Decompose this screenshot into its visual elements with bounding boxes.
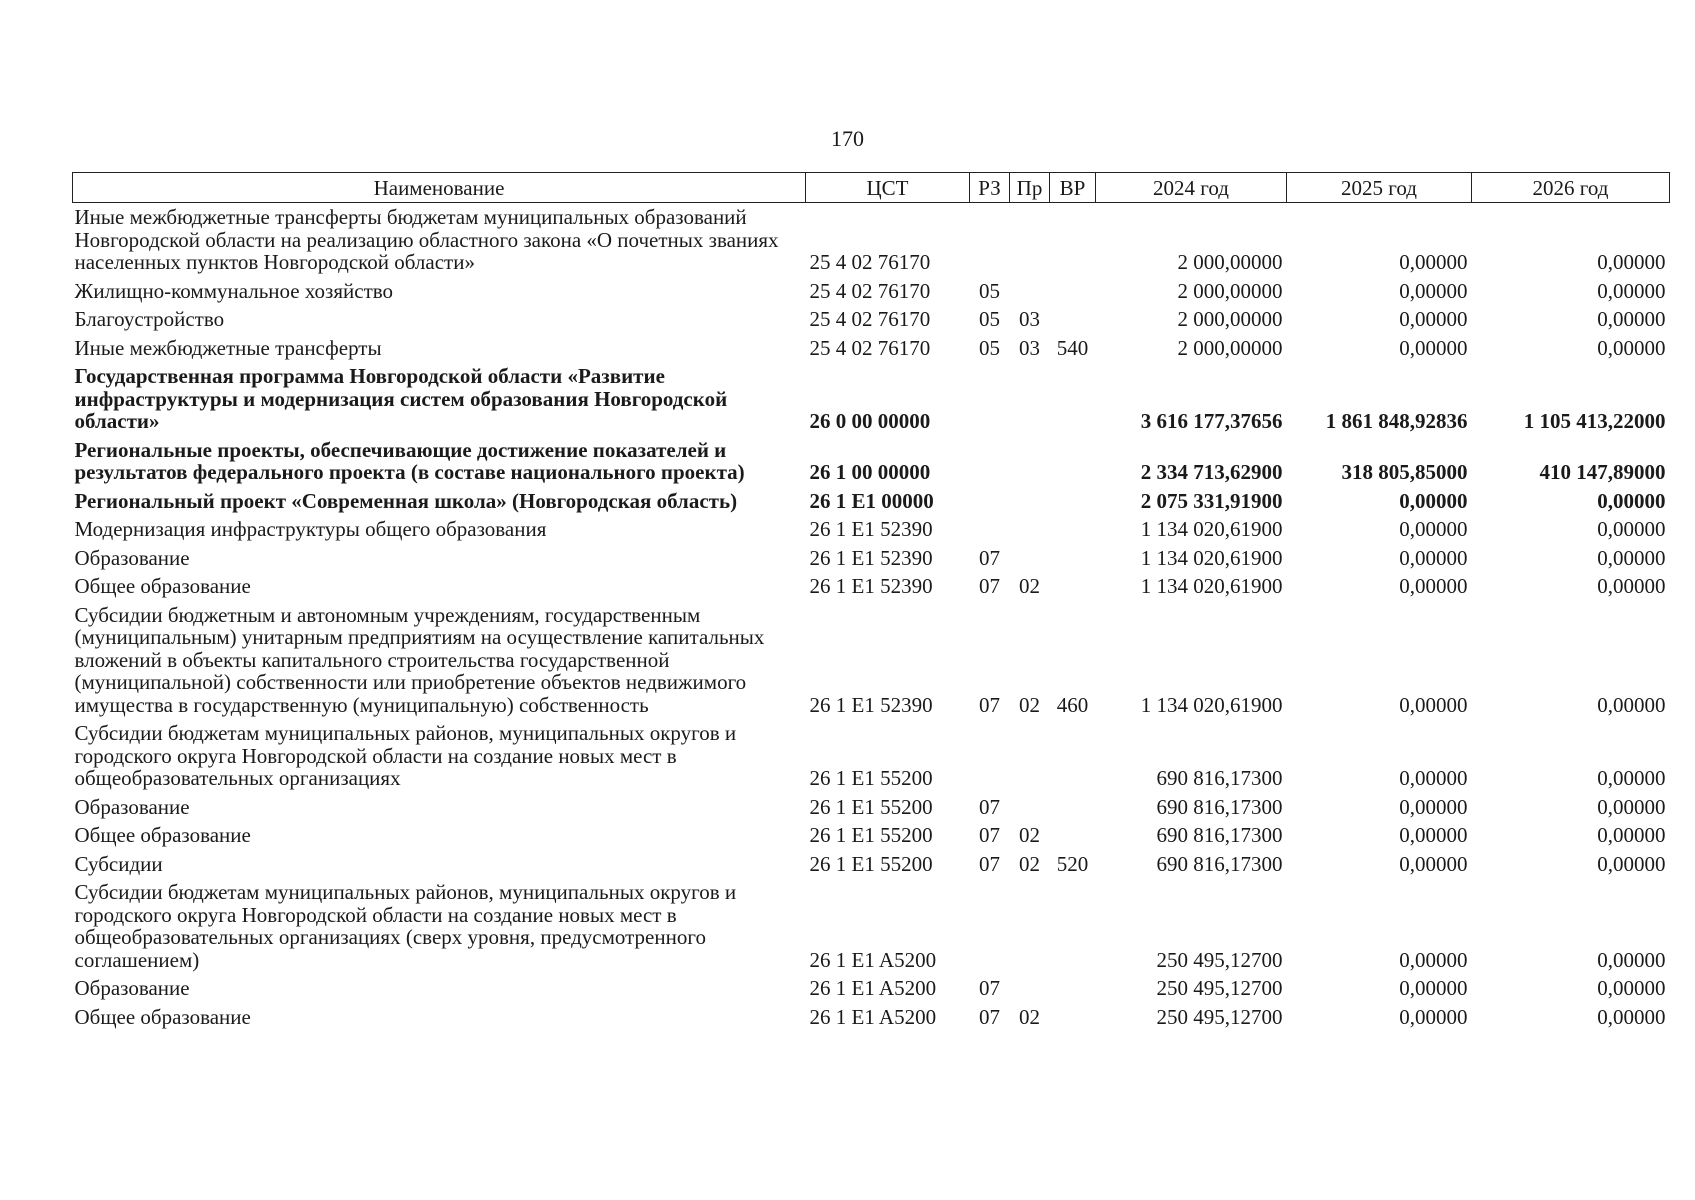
row-name: Субсидии бюджетам муниципальных районов, муниципальных округов и городского округа Новгородской области на создание новых мест в общеобразовательных организациях xyxy=(74,721,737,790)
row-2026: 0,00000 xyxy=(1597,766,1666,790)
row-cst: 26 1 E1 A5200 xyxy=(809,976,937,1000)
row-vr: 540 xyxy=(1056,335,1089,360)
table-header xyxy=(73,173,1670,203)
row-2025: 0,00000 xyxy=(1399,545,1468,570)
row-rz: 07 xyxy=(979,545,1000,570)
row-2025: 0,00000 xyxy=(1399,574,1468,598)
row-rz xyxy=(970,362,1010,436)
table-row xyxy=(73,1003,1670,1032)
row-cst: 26 1 E1 55200 xyxy=(809,823,933,847)
row-name: Образование xyxy=(74,794,190,819)
row-2026: 1 105 413,22000 xyxy=(1523,409,1666,433)
header-pr: Пр xyxy=(1010,173,1050,203)
row-vr xyxy=(1050,1003,1096,1032)
row-vr xyxy=(1050,487,1096,516)
row-rz: 07 xyxy=(979,794,1000,819)
row-pr xyxy=(1010,487,1050,516)
row-cst: 25 4 02 76170 xyxy=(809,307,931,331)
row-pr: 02 xyxy=(1019,851,1040,876)
row-2025: 0,00000 xyxy=(1399,692,1468,717)
row-name: Образование xyxy=(74,545,190,570)
row-2025: 0,00000 xyxy=(1399,794,1468,819)
row-rz xyxy=(970,487,1010,516)
row-vr xyxy=(1050,719,1096,793)
row-2026: 0,00000 xyxy=(1597,278,1666,303)
row-2025: 0,00000 xyxy=(1399,1004,1468,1029)
row-2025: 0,00000 xyxy=(1399,823,1468,847)
row-cst: 26 1 E1 52390 xyxy=(809,692,933,717)
row-vr xyxy=(1050,572,1096,601)
row-2026: 0,00000 xyxy=(1597,488,1666,513)
row-rz xyxy=(970,719,1010,793)
row-2026: 0,00000 xyxy=(1597,545,1666,570)
row-2024: 1 134 020,61900 xyxy=(1140,692,1283,717)
row-2024: 690 816,17300 xyxy=(1156,823,1283,847)
row-rz: 05 xyxy=(979,307,1000,331)
row-pr: 02 xyxy=(1019,574,1040,598)
row-2024: 2 000,00000 xyxy=(1177,335,1283,360)
row-name: Общее образование xyxy=(74,823,251,847)
row-2025: 0,00000 xyxy=(1399,488,1468,513)
row-2025: 0,00000 xyxy=(1399,278,1468,303)
table-row xyxy=(73,572,1670,601)
row-name: Жилищно-коммунальное хозяйство xyxy=(74,278,394,303)
row-2025: 0,00000 xyxy=(1399,947,1468,972)
row-2024: 2 075 331,91900 xyxy=(1140,488,1283,513)
row-cst: 26 1 E1 52390 xyxy=(809,545,933,570)
row-2026: 0,00000 xyxy=(1597,307,1666,331)
row-vr xyxy=(1050,203,1096,277)
header-vr: ВР xyxy=(1050,173,1096,203)
row-cst: 26 1 E1 55200 xyxy=(809,794,933,819)
row-vr xyxy=(1050,305,1096,334)
row-cst: 26 1 E1 00000 xyxy=(809,488,934,513)
row-name: Иные межбюджетные трансферты xyxy=(74,335,382,360)
row-2024: 1 134 020,61900 xyxy=(1140,517,1283,541)
table-row xyxy=(73,487,1670,516)
table-row xyxy=(73,821,1670,850)
row-vr xyxy=(1050,793,1096,822)
row-cst: 26 1 E1 A5200 xyxy=(809,947,937,972)
row-pr xyxy=(1010,878,1050,974)
row-pr: 02 xyxy=(1019,1004,1040,1029)
row-2024: 250 495,12700 xyxy=(1156,1004,1283,1029)
table-row xyxy=(73,793,1670,822)
row-rz: 07 xyxy=(979,692,1000,717)
row-cst: 26 1 E1 55200 xyxy=(809,851,933,876)
row-2024: 2 000,00000 xyxy=(1177,250,1283,274)
row-vr xyxy=(1050,878,1096,974)
row-name: Общее образование xyxy=(74,574,251,598)
row-2025: 0,00000 xyxy=(1399,335,1468,360)
row-2024: 2 334 713,62900 xyxy=(1140,460,1283,484)
row-name: Иные межбюджетные трансферты бюджетам муниципальных образований Новгородской области на реализацию областного закона «О почетных званиях населенных пунктов Новгородской области» xyxy=(74,205,779,274)
row-2024: 2 000,00000 xyxy=(1177,307,1283,331)
row-rz: 07 xyxy=(979,851,1000,876)
row-2025: 318 805,85000 xyxy=(1341,460,1468,484)
table-row xyxy=(73,878,1670,974)
row-vr xyxy=(1050,974,1096,1003)
table-row xyxy=(73,203,1670,277)
row-rz xyxy=(970,878,1010,974)
budget-table xyxy=(72,172,1670,1031)
row-2025: 0,00000 xyxy=(1399,307,1468,331)
page-number: 170 xyxy=(831,126,864,151)
row-pr xyxy=(1010,436,1050,487)
row-2025: 0,00000 xyxy=(1399,766,1468,790)
row-pr xyxy=(1010,362,1050,436)
row-rz xyxy=(970,436,1010,487)
row-2026: 0,00000 xyxy=(1597,692,1666,717)
row-2026: 0,00000 xyxy=(1597,851,1666,876)
row-vr xyxy=(1050,544,1096,573)
header-2024: 2024 год xyxy=(1096,173,1287,203)
row-pr xyxy=(1010,544,1050,573)
row-vr: 460 xyxy=(1056,692,1089,717)
header-2025: 2025 год xyxy=(1287,173,1472,203)
table-row xyxy=(73,544,1670,573)
row-pr xyxy=(1010,793,1050,822)
row-name: Модернизация инфраструктуры общего образования xyxy=(74,517,547,541)
row-name: Благоустройство xyxy=(74,307,225,331)
row-vr xyxy=(1050,277,1096,306)
row-cst: 26 1 E1 52390 xyxy=(809,517,933,541)
row-cst: 26 1 E1 52390 xyxy=(809,574,933,598)
table-row xyxy=(73,850,1670,879)
row-rz: 07 xyxy=(979,1004,1000,1029)
row-2024: 250 495,12700 xyxy=(1156,947,1283,972)
table-row xyxy=(73,974,1670,1003)
row-pr xyxy=(1010,974,1050,1003)
row-cst: 26 1 E1 A5200 xyxy=(809,1004,937,1029)
row-2024: 690 816,17300 xyxy=(1156,794,1283,819)
row-vr xyxy=(1050,515,1096,544)
row-2026: 0,00000 xyxy=(1597,823,1666,847)
table-row xyxy=(73,362,1670,436)
row-pr xyxy=(1010,203,1050,277)
table-body xyxy=(73,203,1670,1032)
row-pr xyxy=(1010,719,1050,793)
row-2024: 3 616 177,37656 xyxy=(1140,409,1283,433)
row-pr: 02 xyxy=(1019,823,1040,847)
row-pr: 03 xyxy=(1019,335,1040,360)
row-rz: 07 xyxy=(979,574,1000,598)
row-cst: 26 0 00 00000 xyxy=(809,409,931,433)
table-row xyxy=(73,601,1670,720)
row-rz: 05 xyxy=(979,335,1000,360)
row-2025: 0,00000 xyxy=(1399,250,1468,274)
row-pr: 02 xyxy=(1019,692,1040,717)
row-2024: 690 816,17300 xyxy=(1156,851,1283,876)
row-vr xyxy=(1050,821,1096,850)
row-rz: 05 xyxy=(979,278,1000,303)
header-name: Наименование xyxy=(73,173,806,203)
row-name: Государственная программа Новгородской области «Развитие инфраструктуры и модернизация систем образования Новгородской области» xyxy=(74,364,728,433)
row-2025: 0,00000 xyxy=(1399,517,1468,541)
row-2024: 2 000,00000 xyxy=(1177,278,1283,303)
row-rz xyxy=(970,203,1010,277)
table-row xyxy=(73,334,1670,363)
header-cst: ЦСТ xyxy=(806,173,970,203)
row-2026: 0,00000 xyxy=(1597,517,1666,541)
table-row xyxy=(73,436,1670,487)
row-2024: 1 134 020,61900 xyxy=(1140,574,1283,598)
table-row xyxy=(73,719,1670,793)
row-rz: 07 xyxy=(979,976,1000,1000)
row-rz xyxy=(970,515,1010,544)
row-2025: 0,00000 xyxy=(1399,851,1468,876)
row-2026: 0,00000 xyxy=(1597,976,1666,1000)
row-pr xyxy=(1010,515,1050,544)
row-vr xyxy=(1050,436,1096,487)
row-2026: 0,00000 xyxy=(1597,1004,1666,1029)
row-name: Субсидии бюджетным и автономным учреждениям, государственным (муниципальным) унитарным предприятиям на осуществление капитальных вложений в объекты капитального строительства государственной (муниципальной) собственности или приобретение объектов недвижимого имущества в государственную (муниципальную) собственность xyxy=(74,602,765,717)
row-vr: 520 xyxy=(1056,851,1089,876)
row-2026: 0,00000 xyxy=(1597,574,1666,598)
row-pr xyxy=(1010,277,1050,306)
table-row xyxy=(73,277,1670,306)
table-row xyxy=(73,305,1670,334)
row-2024: 690 816,17300 xyxy=(1156,766,1283,790)
row-2025: 0,00000 xyxy=(1399,976,1468,1000)
row-2026: 410 147,89000 xyxy=(1539,460,1666,484)
row-2026: 0,00000 xyxy=(1597,794,1666,819)
row-cst: 26 1 00 00000 xyxy=(809,460,931,484)
row-2024: 250 495,12700 xyxy=(1156,976,1283,1000)
header-2026: 2026 год xyxy=(1472,173,1670,203)
row-2026: 0,00000 xyxy=(1597,335,1666,360)
row-cst: 26 1 E1 55200 xyxy=(809,766,933,790)
header-rz: РЗ xyxy=(970,173,1010,203)
row-cst: 25 4 02 76170 xyxy=(809,335,931,360)
row-cst: 25 4 02 76170 xyxy=(809,250,931,274)
row-2025: 1 861 848,92836 xyxy=(1325,409,1468,433)
row-name: Общее образование xyxy=(74,1004,251,1029)
row-name: Региональные проекты, обеспечивающие достижение показателей и результатов федерального проекта (в составе национального проекта) xyxy=(74,437,745,484)
row-2026: 0,00000 xyxy=(1597,947,1666,972)
row-name: Субсидии xyxy=(74,851,163,876)
row-name: Региональный проект «Современная школа» (Новгородская область) xyxy=(74,488,738,513)
row-name: Субсидии бюджетам муниципальных районов, муниципальных округов и городского округа Новгородской области на создание новых мест в общеобразовательных организациях (сверх уровня, предусмотренного соглашением) xyxy=(74,880,737,972)
row-pr: 03 xyxy=(1019,307,1040,331)
row-2024: 1 134 020,61900 xyxy=(1140,545,1283,570)
row-cst: 25 4 02 76170 xyxy=(809,278,931,303)
table-row xyxy=(73,515,1670,544)
row-name: Образование xyxy=(74,976,190,1000)
row-2026: 0,00000 xyxy=(1597,250,1666,274)
row-vr xyxy=(1050,362,1096,436)
row-rz: 07 xyxy=(979,823,1000,847)
